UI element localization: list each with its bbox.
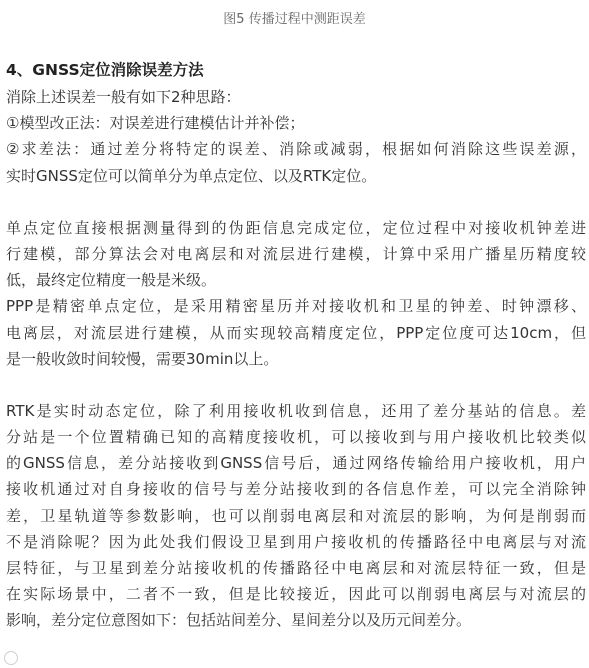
ppp-line: PPP是精密单点定位，是采用精密星历并对接收机和卫星的钟差、时钟漂移、 bbox=[6, 297, 586, 316]
rtk-line: 差，卫星轨道等参数影响，也可以削弱电离层和对流层的影响，为何是削弱而 bbox=[6, 506, 586, 525]
single-point-line: 行建模，部分算法会对电离层和对流层进行建模，计算中采用广播星历精度较 bbox=[6, 244, 586, 263]
intro-line: ②求差法：通过差分将特定的误差、消除或减弱，根据如何消除这些误差源， bbox=[6, 140, 586, 159]
paragraph-gap bbox=[6, 372, 586, 398]
intro-line: 实时GNSS定位可以简单分为单点定位、以及RTK定位。 bbox=[6, 166, 377, 185]
watermark bbox=[4, 651, 21, 665]
single-point-line: 单点定位直接根据测量得到的伪距信息完成定位，定位过程中对接收机钟差进 bbox=[6, 218, 586, 237]
ppp-line: 是一般收敛时间较慢，需要30min以上。 bbox=[6, 349, 279, 368]
article-body bbox=[6, 58, 586, 634]
single-point-line: 低，最终定位精度一般是米级。 bbox=[6, 271, 217, 290]
ppp-line: 电离层，对流层进行建模，从而实现较高精度定位，PPP定位度可达10cm，但 bbox=[6, 323, 586, 342]
watermark-logo-icon bbox=[4, 651, 18, 665]
rtk-line: 接收机通过对自身接收的信号与差分站接收到的各信息作差，可以完全消除钟 bbox=[6, 480, 586, 499]
rtk-line: 层特征，与卫星到差分站接收机的传播路径中电离层和对流层特征一致，但是 bbox=[6, 559, 586, 577]
intro-line: ①模型改正法：对误差进行建模估计并补偿； bbox=[6, 114, 305, 133]
rtk-line: 在实际场景中，二者不一致，但是比较接近，因此可以削弱电离层与对流层的 bbox=[6, 585, 586, 604]
rtk-line: 不是消除呢？因为此处我们假设卫星到用户接收机的传播路径中电离层与对流 bbox=[6, 532, 586, 551]
rtk-line: 影响，差分定位意图如下：包括站间差分、星间差分以及历元间差分。 bbox=[6, 611, 472, 630]
rtk-line: 的GNSS信息，差分站接收到GNSS信号后，通过网络传输给用户接收机，用户 bbox=[6, 454, 586, 473]
section-heading: 4、GNSS定位消除误差方法 bbox=[6, 61, 204, 79]
rtk-line: 分站是一个位置精确已知的高精度接收机，可以接收到与用户接收机比较类似 bbox=[6, 428, 586, 447]
figure-caption: 图5 传播过程中测距误差 bbox=[223, 12, 366, 27]
rtk-line: RTK是实时动态定位，除了利用接收机收到信息，还用了差分基站的信息。差 bbox=[6, 401, 586, 420]
intro-line: 消除上述误差一般有如下2种思路： bbox=[6, 88, 241, 106]
paragraph-gap bbox=[6, 189, 586, 215]
